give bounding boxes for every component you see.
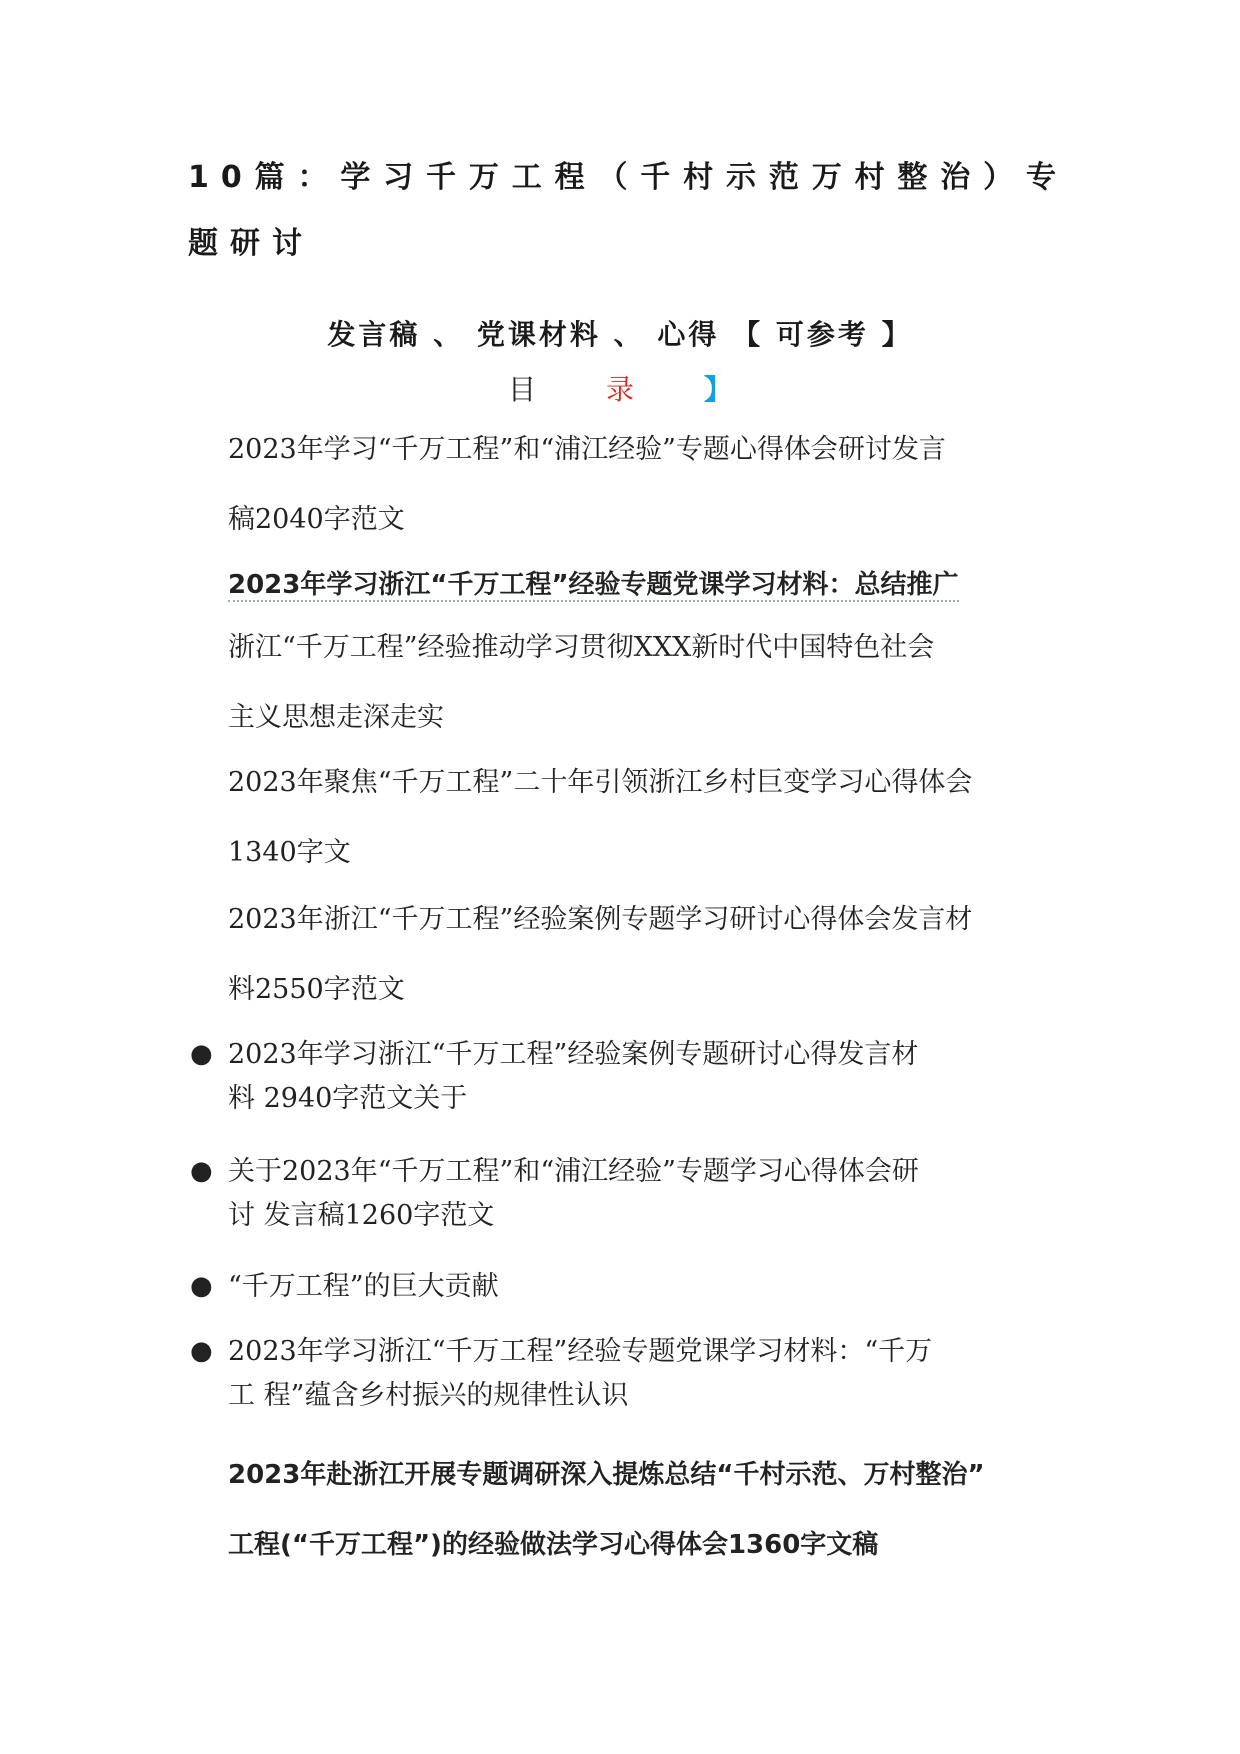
toc-entry-final[interactable] [228,1440,1068,1580]
toc-heading-mu: 目 [507,373,536,406]
toc-bullet-1-text [190,1033,1070,1121]
toc-entry-5-line2: 料2550字范文 [228,974,405,1005]
toc-bullet-4-line2: 工 程”蕴含乡村振兴的规律性认识 [228,1380,629,1411]
toc-entry-1-line2: 稿2040字范文 [228,504,405,535]
toc-entry-2-line1 [228,550,1068,620]
toc-bullet-2[interactable] [190,1150,1070,1238]
toc-entry-4-line1: 2023年聚焦“千万工程”二十年引领浙江乡村巨变学习心得体会 [228,767,973,798]
toc-bullet-1[interactable] [190,1033,1070,1121]
bullet-dot-icon: ● [190,1336,213,1366]
toc-entry-3-line1: 浙江“千万工程”经验推动学习贯彻XXX新时代中国特色社会 [228,632,935,663]
toc-heading [0,368,1240,408]
document-subtitle: 发言稿 、 党课材料 、 心得 【 可参考 】 [327,318,913,351]
toc-bullet-2-text [190,1150,1070,1238]
toc-bullet-3-line1: “千万工程”的巨大贡献 [228,1271,499,1302]
toc-entry-3[interactable] [228,613,1068,753]
document-title: 10篇：学习千万工程（千村示范万村整治）专题研讨 [188,160,1068,261]
bullet-dot-icon: ● [190,1156,213,1186]
toc-entry-final-line1: 2023年赴浙江开展专题调研深入提炼总结“千村示范、万村整治” [228,1460,985,1490]
toc-entry-final-line2: 工程(“千万工程”)的经验做法学习心得体会1360字文稿 [228,1530,879,1560]
toc-entry-5-line1: 2023年浙江“千万工程”经验案例专题学习研讨心得体会发言材 [228,904,973,935]
toc-entry-4-line2: 1340字文 [228,837,351,868]
toc-heading-lu: 录 [605,373,634,406]
toc-entry-4[interactable] [228,748,1068,888]
toc-entry-5[interactable] [228,885,1068,1025]
toc-bullet-4-line1: 2023年学习浙江“千万工程”经验专题党课学习材料：“千万 [228,1336,933,1367]
toc-entry-1-line1: 2023年学习“千万工程”和“浦江经验”专题心得体会研讨发言 [228,434,946,465]
toc-bullet-1-line2: 料 2940字范文关于 [228,1083,468,1114]
toc-entry-3-line2: 主义思想走深走实 [228,702,444,733]
toc-bullet-2-line1: 关于2023年“千万工程”和“浦江经验”专题学习心得体会研 [228,1156,919,1187]
bullet-dot-icon: ● [190,1271,213,1301]
toc-bullet-3-text [190,1265,1070,1309]
toc-bullet-2-line2: 讨 发言稿1260字范文 [228,1200,495,1231]
toc-bullet-4[interactable] [190,1330,1070,1418]
bullet-dot-icon: ● [190,1039,213,1069]
toc-entry-1[interactable] [228,415,1068,555]
toc-bullet-1-line1: 2023年学习浙江“千万工程”经验案例专题研讨心得发言材 [228,1039,919,1070]
toc-entry-2-text: 2023年学习浙江“千万工程”经验专题党课学习材料：总结推广 [228,570,959,600]
toc-bullet-4-text [190,1330,1070,1418]
toc-entry-2[interactable] [228,550,1068,620]
toc-bullet-3[interactable] [190,1265,1070,1309]
toc-heading-bracket: 】 [704,373,733,406]
